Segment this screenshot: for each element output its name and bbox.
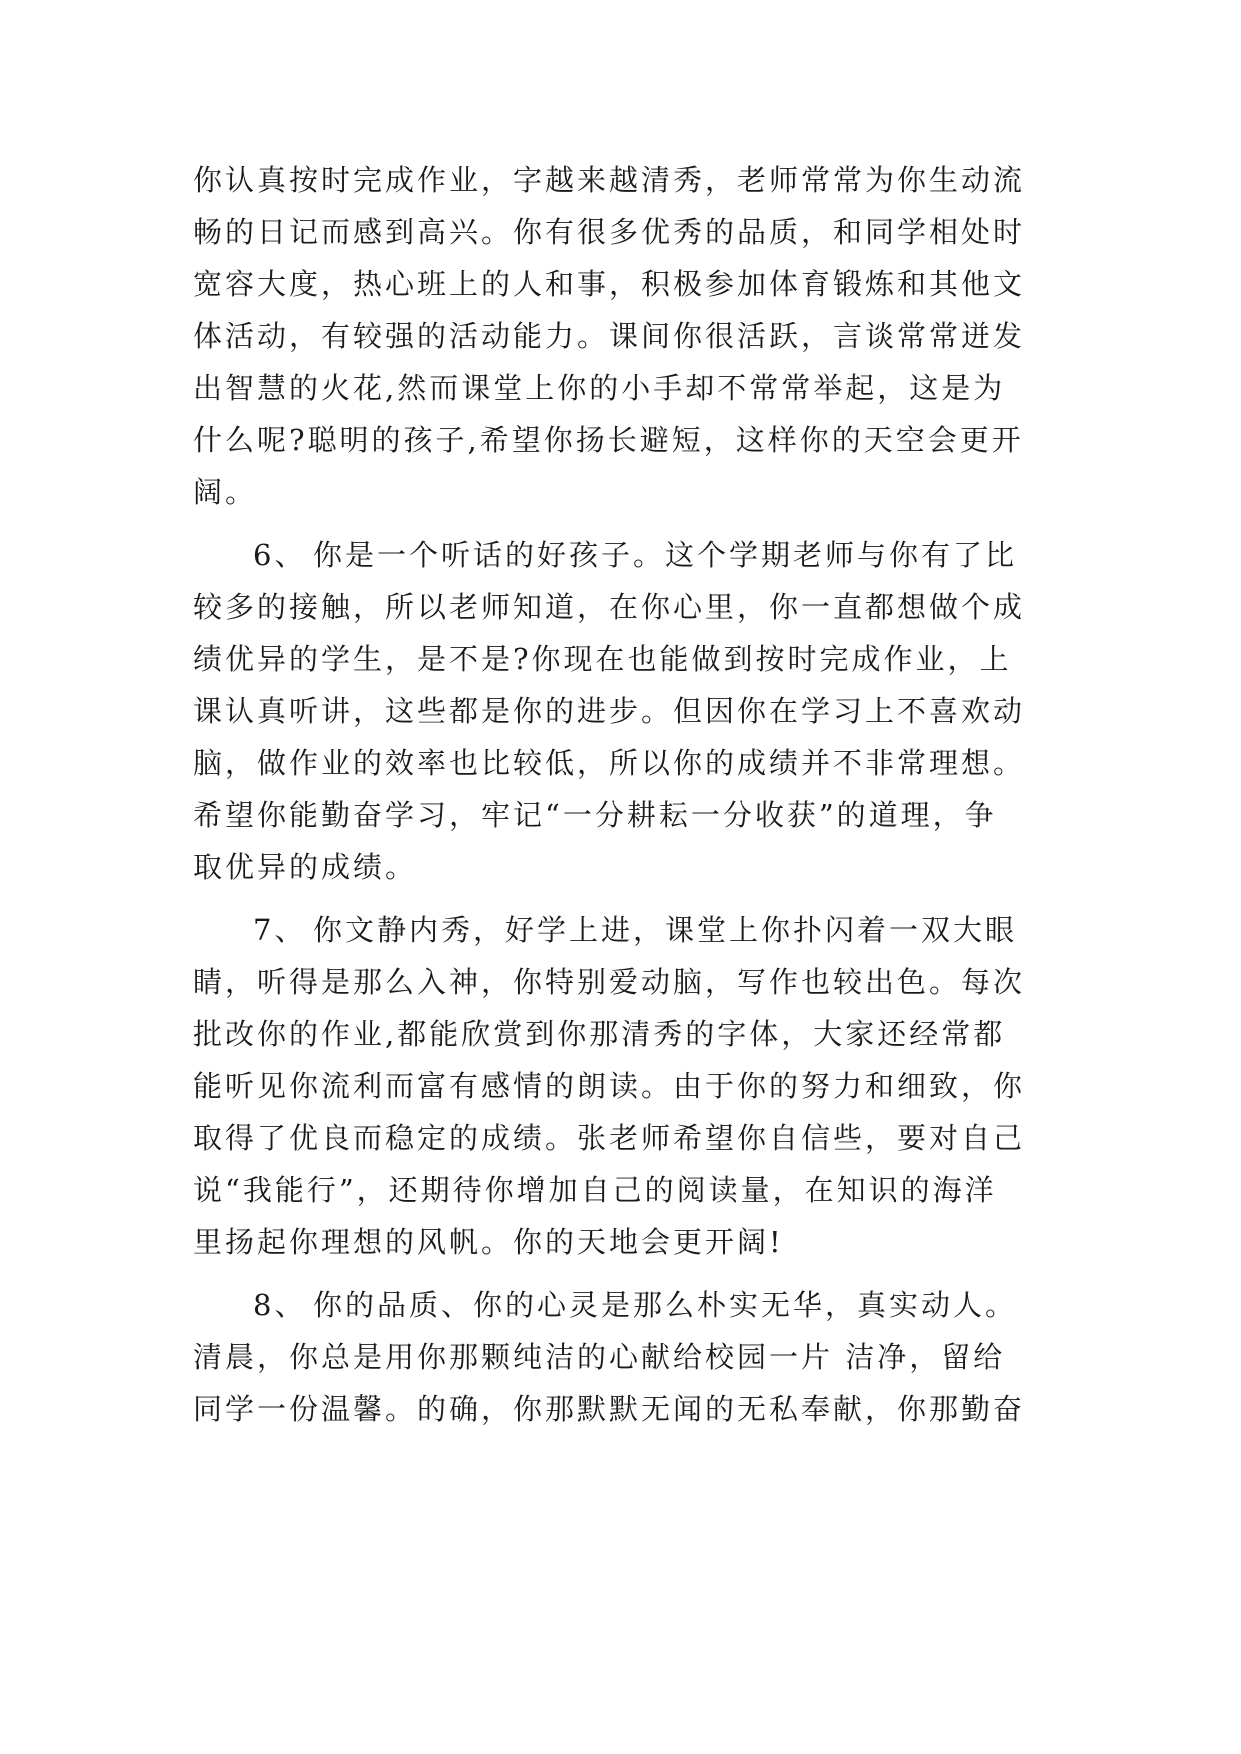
text-line: 较多的接触，所以老师知道，在你心里，你一直都想做个成 bbox=[193, 590, 1026, 624]
text-line: 出智慧的火花,然而课堂上你的小手却不常常举起，这是为 bbox=[193, 371, 1006, 405]
text-line: 同学一份温馨。的确，你那默默无闻的无私奉献，你那勤奋 bbox=[193, 1392, 1026, 1426]
text-line: 里扬起你理想的风帆。你的天地会更开阔! bbox=[193, 1225, 784, 1259]
text-line: 阔。 bbox=[193, 475, 258, 509]
text-line: 畅的日记而感到高兴。你有很多优秀的品质，和同学相处时 bbox=[193, 215, 1026, 249]
text-line: 希望你能勤奋学习，牢记“一分耕耘一分收获”的道理，争 bbox=[193, 798, 997, 832]
paragraph-7-first-line: 7、 你文静内秀，好学上进，课堂上你扑闪着一双大眼 bbox=[253, 910, 1017, 950]
text-line: 宽容大度，热心班上的人和事，积极参加体育锻炼和其他文 bbox=[193, 267, 1026, 301]
text-line: 什么呢?聪明的孩子,希望你扬长避短，这样你的天空会更开 bbox=[193, 423, 1024, 457]
text-line: 体活动，有较强的活动能力。课间你很活跃，言谈常常迸发 bbox=[193, 319, 1026, 353]
text-line: 取优异的成绩。 bbox=[193, 850, 418, 884]
paragraph-8-first-line: 8、 你的品质、你的心灵是那么朴实无华，真实动人。 bbox=[253, 1285, 1017, 1325]
text-line: 绩优异的学生，是不是?你现在也能做到按时完成作业，上 bbox=[193, 642, 1012, 676]
text-line: 睛，听得是那么入神，你特别爱动脑，写作也较出色。每次 bbox=[193, 965, 1026, 999]
paragraph-6-first-line: 6、 你是一个听话的好孩子。这个学期老师与你有了比 bbox=[253, 535, 1017, 575]
text-line: 取得了优良而稳定的成绩。张老师希望你自信些，要对自己 bbox=[193, 1121, 1026, 1155]
text-line: 课认真听讲，这些都是你的进步。但因你在学习上不喜欢动 bbox=[193, 694, 1026, 728]
text-line: 你认真按时完成作业，字越来越清秀，老师常常为你生动流 bbox=[193, 163, 1026, 197]
item-number: 7、 bbox=[253, 913, 307, 947]
item-number: 6、 bbox=[253, 538, 307, 572]
text-line: 脑，做作业的效率也比较低，所以你的成绩并不非常理想。 bbox=[193, 746, 1026, 780]
item-number: 8、 bbox=[253, 1288, 307, 1322]
text-line: 批改你的作业,都能欣赏到你那清秀的字体，大家还经常都 bbox=[193, 1017, 1006, 1051]
text-line: 说“我能行”，还期待你增加自己的阅读量，在知识的海洋 bbox=[193, 1173, 997, 1207]
text-line: 清晨，你总是用你那颗纯洁的心献给校园一片 洁净，留给 bbox=[193, 1340, 1006, 1374]
text-line: 能听见你流利而富有感情的朗读。由于你的努力和细致，你 bbox=[193, 1069, 1026, 1103]
